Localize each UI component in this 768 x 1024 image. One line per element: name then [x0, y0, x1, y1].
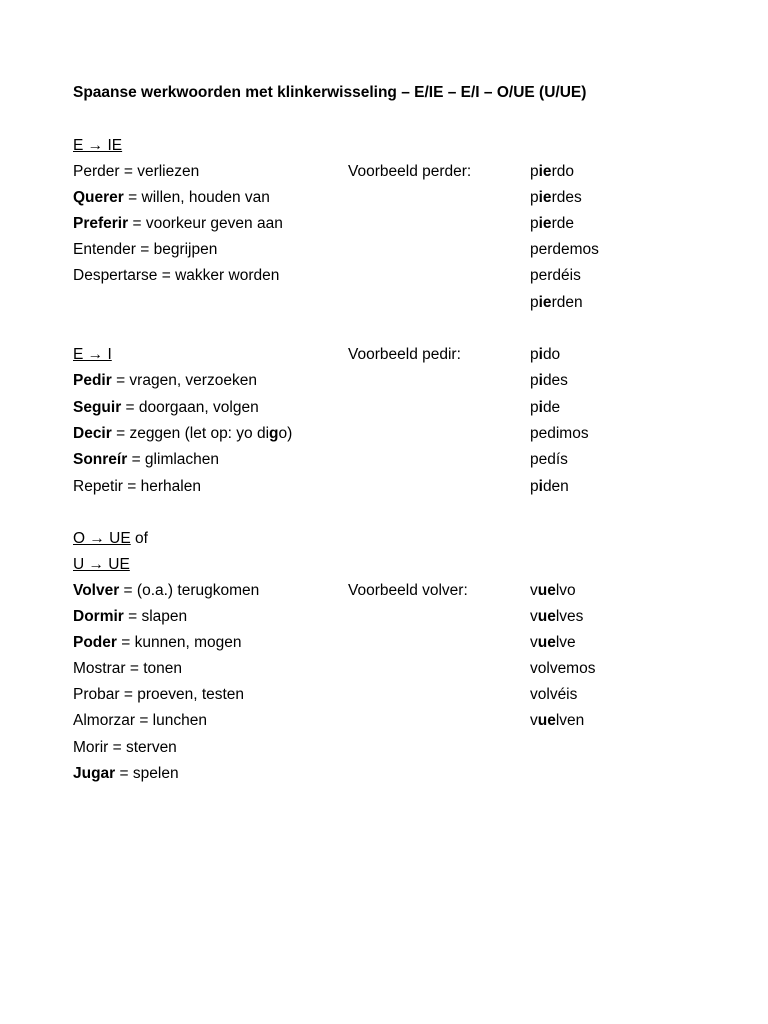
- conjugation-ending: lve: [555, 634, 576, 651]
- verb-row: [0, 290, 768, 316]
- verb-row: [0, 630, 768, 656]
- verb-row: [0, 735, 768, 761]
- verb: Perder: [73, 163, 120, 180]
- verb-row: [0, 159, 768, 185]
- conjugation: [530, 604, 583, 630]
- verb: Decir: [73, 425, 112, 442]
- verb-row: [0, 447, 768, 473]
- verb-row: [0, 368, 768, 394]
- conjugation-stem: perdemos: [530, 241, 599, 258]
- section-heading-row: [0, 342, 768, 368]
- section-heading: E → I: [73, 346, 112, 363]
- verb-meaning: = verliezen: [119, 163, 200, 180]
- conjugation-stem: v: [530, 712, 538, 729]
- verb-entry: [73, 211, 283, 237]
- verb-meaning-highlight: g: [269, 425, 279, 442]
- verb: Dormir: [73, 608, 124, 625]
- conjugation: [530, 578, 576, 604]
- conjugation: [530, 342, 560, 368]
- conjugation-vowel-change: ie: [538, 294, 552, 311]
- verb: Preferir: [73, 215, 129, 232]
- conjugation: [530, 237, 599, 263]
- verb: Mostrar: [73, 660, 126, 677]
- verb-row: [0, 682, 768, 708]
- conjugation-ending: rdo: [551, 163, 574, 180]
- conjugation-vowel-change: ue: [537, 634, 556, 651]
- verb: Repetir: [73, 478, 123, 495]
- verb: Morir: [73, 739, 109, 756]
- conjugation-vowel-change: ue: [537, 712, 556, 729]
- conjugation-ending: den: [542, 478, 569, 495]
- verb-entry: [73, 447, 219, 473]
- section-heading: U → UE: [73, 556, 130, 573]
- section-heading-row: [0, 133, 768, 159]
- verb: Pedir: [73, 372, 112, 389]
- verb-meaning: = doorgaan, volgen: [121, 399, 259, 416]
- conjugation-stem: p: [530, 478, 539, 495]
- conjugation-ending: lves: [555, 608, 584, 625]
- conjugation-stem: volvéis: [530, 686, 578, 703]
- verb-meaning: = vragen, verzoeken: [111, 372, 257, 389]
- verb-entry: [73, 237, 217, 263]
- section-heading: E → IE: [73, 137, 123, 154]
- conjugation-ending: lvo: [555, 582, 576, 599]
- verb-row: [0, 761, 768, 787]
- verb-entry: [73, 395, 259, 421]
- verb: Almorzar: [73, 712, 136, 729]
- conjugation-stem: p: [530, 399, 539, 416]
- verb-row: [0, 185, 768, 211]
- verb-meaning: = glimlachen: [127, 451, 220, 468]
- verb: Sonreír: [73, 451, 128, 468]
- verb-meaning: = tonen: [125, 660, 182, 677]
- verb-meaning: = wakker worden: [157, 267, 280, 284]
- conjugation-ending: des: [542, 372, 568, 389]
- section-heading-group: [73, 526, 148, 552]
- conjugation-vowel-change: i: [538, 346, 543, 363]
- example-label: Voorbeeld volver:: [348, 582, 468, 599]
- verb-entry: [73, 630, 241, 656]
- conjugation-ending: rde: [551, 215, 574, 232]
- verb: Entender: [73, 241, 136, 258]
- verb: Probar: [73, 686, 120, 703]
- verb: Seguir: [73, 399, 122, 416]
- verb-row: [0, 578, 768, 604]
- verb-meaning-end: o): [278, 425, 293, 442]
- conjugation: [530, 395, 560, 421]
- verb-meaning: = (o.a.) terugkomen: [119, 582, 260, 599]
- verb-meaning: = slapen: [123, 608, 188, 625]
- section-heading-row: [0, 552, 768, 578]
- verb-entry: [73, 368, 257, 394]
- verb-meaning: = lunchen: [135, 712, 207, 729]
- verb-entry: [73, 159, 199, 185]
- section-heading-suffix: of: [130, 530, 148, 547]
- conjugation: [530, 708, 584, 734]
- verb-entry: [73, 421, 292, 447]
- conjugation-stem: p: [530, 372, 539, 389]
- verb: Poder: [73, 634, 117, 651]
- conjugation-stem: v: [530, 582, 538, 599]
- verb-entry: [73, 185, 270, 211]
- conjugation: [530, 185, 582, 211]
- conjugation-stem: p: [530, 189, 539, 206]
- verb-meaning: = voorkeur geven aan: [128, 215, 283, 232]
- verb-row: [0, 708, 768, 734]
- example-label: Voorbeeld perder:: [348, 163, 472, 180]
- conjugation: [530, 421, 589, 447]
- conjugation-stem: perdéis: [530, 267, 581, 284]
- conjugation: [530, 656, 595, 682]
- verb-meaning: = kunnen, mogen: [116, 634, 242, 651]
- conjugation-ending: rdes: [551, 189, 582, 206]
- verb-entry: [73, 263, 279, 289]
- verb-entry: [73, 735, 177, 761]
- conjugation-ending: de: [542, 399, 561, 416]
- verb-entry: [73, 656, 182, 682]
- conjugation-stem: pedís: [530, 451, 568, 468]
- verb-meaning: = herhalen: [122, 478, 201, 495]
- verb-row: [0, 474, 768, 500]
- verb-meaning: = begrijpen: [135, 241, 218, 258]
- verb-entry: [73, 604, 187, 630]
- verb-meaning: = spelen: [115, 765, 179, 782]
- conjugation-stem: volvemos: [530, 660, 596, 677]
- verb-meaning: = zeggen (let op: yo di: [111, 425, 270, 442]
- conjugation-stem: p: [530, 163, 539, 180]
- conjugation: [530, 263, 581, 289]
- verb-entry: [73, 474, 201, 500]
- conjugation-stem: pedimos: [530, 425, 589, 442]
- section-heading: O → UE: [73, 530, 131, 547]
- conjugation-vowel-change: ie: [538, 189, 552, 206]
- verb-row: [0, 211, 768, 237]
- verb: Querer: [73, 189, 124, 206]
- conjugation-vowel-change: i: [538, 399, 543, 416]
- verb-row: [0, 656, 768, 682]
- example-label: Voorbeeld pedir:: [348, 346, 461, 363]
- verb-row: [0, 395, 768, 421]
- conjugation-ending: rden: [551, 294, 583, 311]
- conjugation: [530, 368, 568, 394]
- conjugation-stem: p: [530, 294, 539, 311]
- verb: Despertarse: [73, 267, 158, 284]
- verb: Jugar: [73, 765, 116, 782]
- verb: Volver: [73, 582, 120, 599]
- conjugation: [530, 211, 574, 237]
- verb-row: [0, 237, 768, 263]
- conjugation: [530, 474, 569, 500]
- verb-meaning: = willen, houden van: [123, 189, 270, 206]
- verb-row: [0, 421, 768, 447]
- verb-row: [0, 604, 768, 630]
- conjugation-vowel-change: i: [538, 478, 543, 495]
- conjugation-vowel-change: ue: [537, 608, 556, 625]
- conjugation-vowel-change: ue: [537, 582, 556, 599]
- conjugation-stem: p: [530, 346, 539, 363]
- conjugation: [530, 682, 577, 708]
- conjugation: [530, 447, 568, 473]
- verb-row: [0, 263, 768, 289]
- verb-entry: [73, 708, 207, 734]
- verb-entry: [73, 578, 259, 604]
- conjugation-vowel-change: i: [538, 372, 543, 389]
- verb-meaning: = proeven, testen: [119, 686, 245, 703]
- conjugation-stem: v: [530, 608, 538, 625]
- verb-meaning: = sterven: [108, 739, 177, 756]
- conjugation-vowel-change: ie: [538, 163, 552, 180]
- verb-entry: [73, 761, 179, 787]
- conjugation: [530, 630, 576, 656]
- conjugation-vowel-change: ie: [538, 215, 552, 232]
- verb-entry: [73, 682, 244, 708]
- conjugation-stem: p: [530, 215, 539, 232]
- conjugation-ending: do: [542, 346, 561, 363]
- section-heading-row: [0, 526, 768, 552]
- conjugation: [530, 290, 583, 316]
- conjugation-stem: v: [530, 634, 538, 651]
- conjugation-ending: lven: [555, 712, 585, 729]
- conjugation: [530, 159, 574, 185]
- document-title: Spaanse werkwoorden met klinkerwisseling – E/IE – E/I – O/UE (U/UE): [73, 84, 587, 101]
